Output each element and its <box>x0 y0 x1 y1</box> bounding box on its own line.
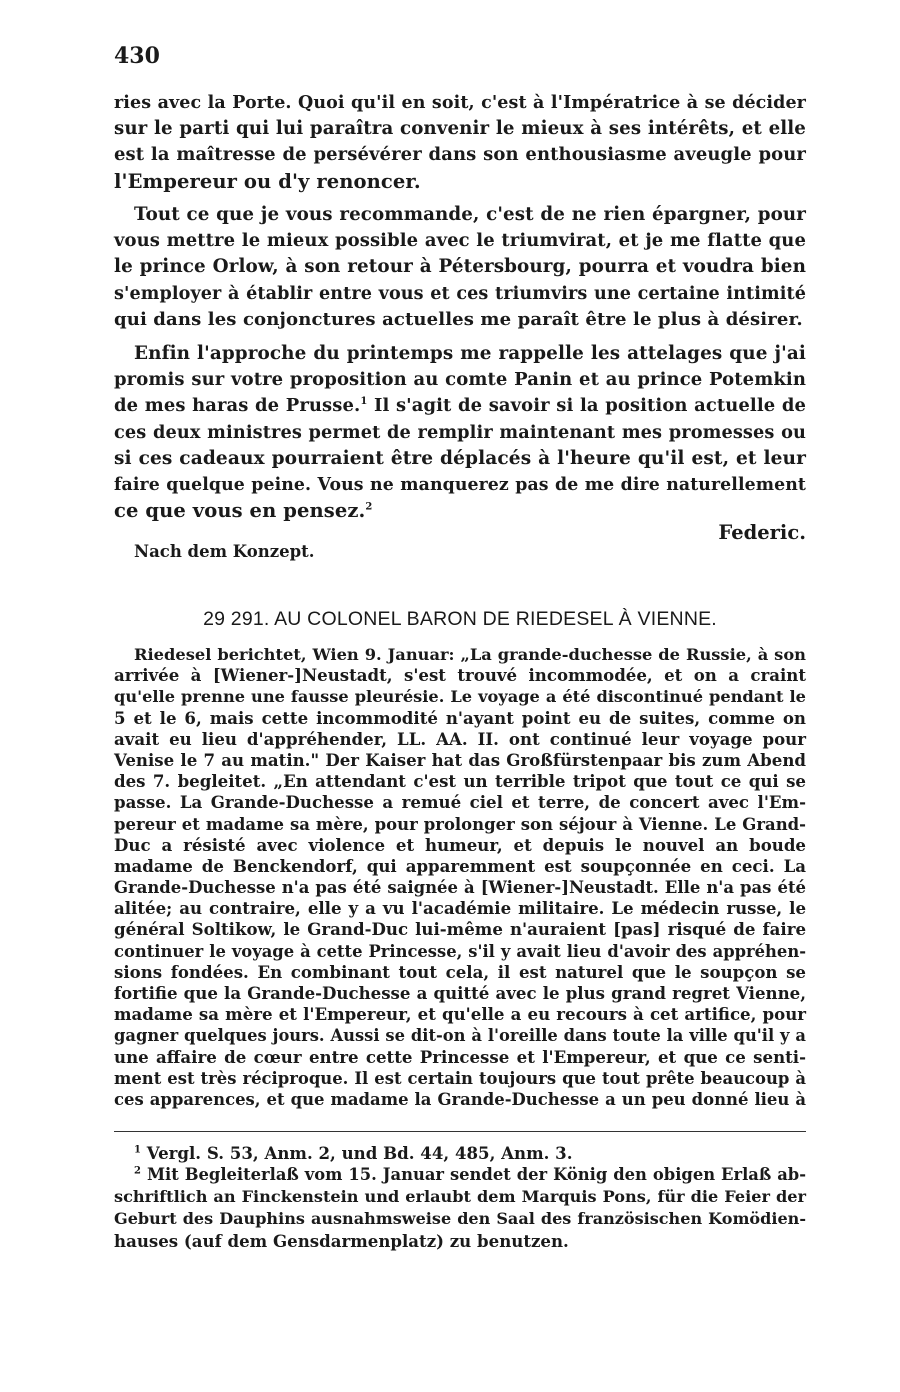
text-line: qu'elle prenne une fausse pleurésie. Le voyage a été discontinué pendant le <box>114 687 806 707</box>
text-segment: ce que vous en pensez. <box>114 499 366 523</box>
footnote-mark-2: 2 <box>365 501 373 513</box>
footnote-text: Vergl. S. 53, Anm. 2, und Bd. 44, 485, Anm. 3. <box>146 1143 573 1163</box>
text-line: gagner quelques jours. Aussi se dit-on à l'oreille dans toute la ville qu'il y a <box>114 1026 806 1046</box>
text-line: madame sa mère et l'Empereur, et qu'elle a eu recours à cet artifice, pour <box>114 1004 806 1025</box>
text-line: ment est très réciproque. Il est certain toujours que tout prête beaucoup à <box>114 1068 806 1088</box>
text-line: ries avec la Porte. Quoi qu'il en soit, c'est à l'Impératrice à se décider <box>114 93 806 113</box>
text-line: promis sur votre proposition au comte Panin et au prince Potemkin <box>114 369 806 391</box>
text-line: avait eu lieu d'appréhender, LL. AA. II. ont continué leur voyage pour <box>114 728 806 749</box>
text-line: 5 et le 6, mais cette incommodité n'ayant point eu de suites, comme on <box>114 707 806 728</box>
text-line: Venise le 7 au matin." Der Kaiser hat das Großfürstenpaar bis zum Abend <box>114 749 806 770</box>
text-line: des 7. begleitet. „En attendant c'est un terrible tripot que tout ce qui se <box>114 771 806 792</box>
footnote-divider <box>114 1131 806 1132</box>
text-line: Enfin l'approche du printemps me rappelle les attelages que j'ai <box>134 343 806 364</box>
footnote-text: Mit Begleiterlaß vom 15. Januar sendet der König den obigen Erlaß ab- <box>146 1165 807 1184</box>
text-line: alitée; au contraire, elle y a vu l'académie militaire. Le médecin russe, le <box>114 898 806 919</box>
text-line: ces deux ministres permet de remplir maintenant mes promesses ou <box>114 421 806 443</box>
text-line: est la maîtresse de persévérer dans son enthousiasme aveugle pour <box>114 144 806 166</box>
text-line: sions fondées. En combinant tout cela, il est naturel que le soupçon se <box>114 961 806 982</box>
footnote-1 <box>114 1142 806 1164</box>
text-line: faire quelque peine. Vous ne manquerez pas de me dire naturellement <box>114 474 806 495</box>
text-line: vous mettre le mieux possible avec le triumvirat, et je me flatte que <box>114 230 806 252</box>
paragraph-1 <box>114 90 806 195</box>
report-body <box>114 644 806 1110</box>
text-segment: de mes haras de Prusse. <box>114 395 361 417</box>
footnote-2 <box>114 1164 806 1186</box>
text-line <box>114 393 806 419</box>
text-line: continuer le voyage à cette Princesse, s'il y avait lieu d'avoir des appréhen- <box>114 941 806 961</box>
source-note: Nach dem Konzept. <box>134 542 315 561</box>
text-segment: Il s'agit de savoir si la position actuelle de <box>373 395 806 417</box>
text-line: une affaire de cœur entre cette Princesse et l'Empereur, et que ce senti- <box>114 1046 806 1067</box>
text-line: qui dans les conjonctures actuelles me paraît être le plus à désirer. <box>114 308 803 330</box>
text-line: s'employer à établir entre vous et ces triumvirs une certaine intimité <box>114 282 806 304</box>
page-number: 430 <box>114 43 160 69</box>
text-line: Grande-Duchesse n'a pas été saignée à [Wiener-]Neustadt. Elle n'a pas été <box>114 878 806 898</box>
footnote-text-line: hauses (auf dem Gensdarmenplatz) zu benutzen. <box>114 1231 569 1251</box>
text-line: si ces cadeaux pourraient être déplacés à l'heure qu'il est, et leur <box>114 447 806 469</box>
text-line: arrivée à [Wiener-]Neustadt, s'est trouvé incommodée, et on a craint <box>114 665 806 686</box>
footnote-text-line: schriftlich an Finckenstein und erlaubt dem Marquis Pons, für die Feier der <box>114 1187 806 1206</box>
signature: Federic. <box>718 521 806 544</box>
text-line: Duc a résisté avec violence et humeur, et depuis le nouvel an boude <box>114 834 806 855</box>
text-line: madame de Benckendorf, qui apparemment est soupçonnée en ceci. La <box>114 855 806 876</box>
text-line: sur le parti qui lui paraîtra convenir le mieux à ses intérêts, et elle <box>114 118 806 140</box>
text-line: général Soltikow, le Grand-Duc lui-même n'auraient [pas] risqué de faire <box>114 919 806 940</box>
text-line: pereur et madame sa mère, pour prolonger son séjour à Vienne. Le Grand- <box>114 814 806 834</box>
section-heading: 29 291. AU COLONEL BARON DE RIEDESEL À VIENNE. <box>203 608 717 630</box>
paragraph-3 <box>114 341 806 524</box>
footnote-text-line: Geburt des Dauphins ausnahmsweise den Saal des französischen Komödien- <box>114 1209 806 1228</box>
footnotes <box>114 1142 806 1252</box>
text-line: Riedesel berichtet, Wien 9. Januar: „La grande-duchesse de Russie, à son <box>134 645 806 664</box>
text-line: ces apparences, et que madame la Grande-Duchesse a un peu donné lieu à <box>114 1089 806 1109</box>
text-line: l'Empereur ou d'y renoncer. <box>114 169 421 193</box>
footnote-mark-1: 1 <box>360 396 368 408</box>
text-line: Tout ce que je vous recommande, c'est de ne rien épargner, pour <box>134 204 806 225</box>
text-line: le prince Orlow, à son retour à Pétersbourg, pourra et voudra bien <box>114 256 806 278</box>
text-line: fortifie que la Grande-Duchesse a quitté avec le plus grand regret Vienne, <box>114 983 806 1003</box>
paragraph-2 <box>114 202 806 333</box>
footnote-number: 2 <box>134 1165 141 1177</box>
footnote-number: 1 <box>134 1144 141 1156</box>
text-line: passe. La Grande-Duchesse a remué ciel et terre, de concert avec l'Em- <box>114 792 806 813</box>
